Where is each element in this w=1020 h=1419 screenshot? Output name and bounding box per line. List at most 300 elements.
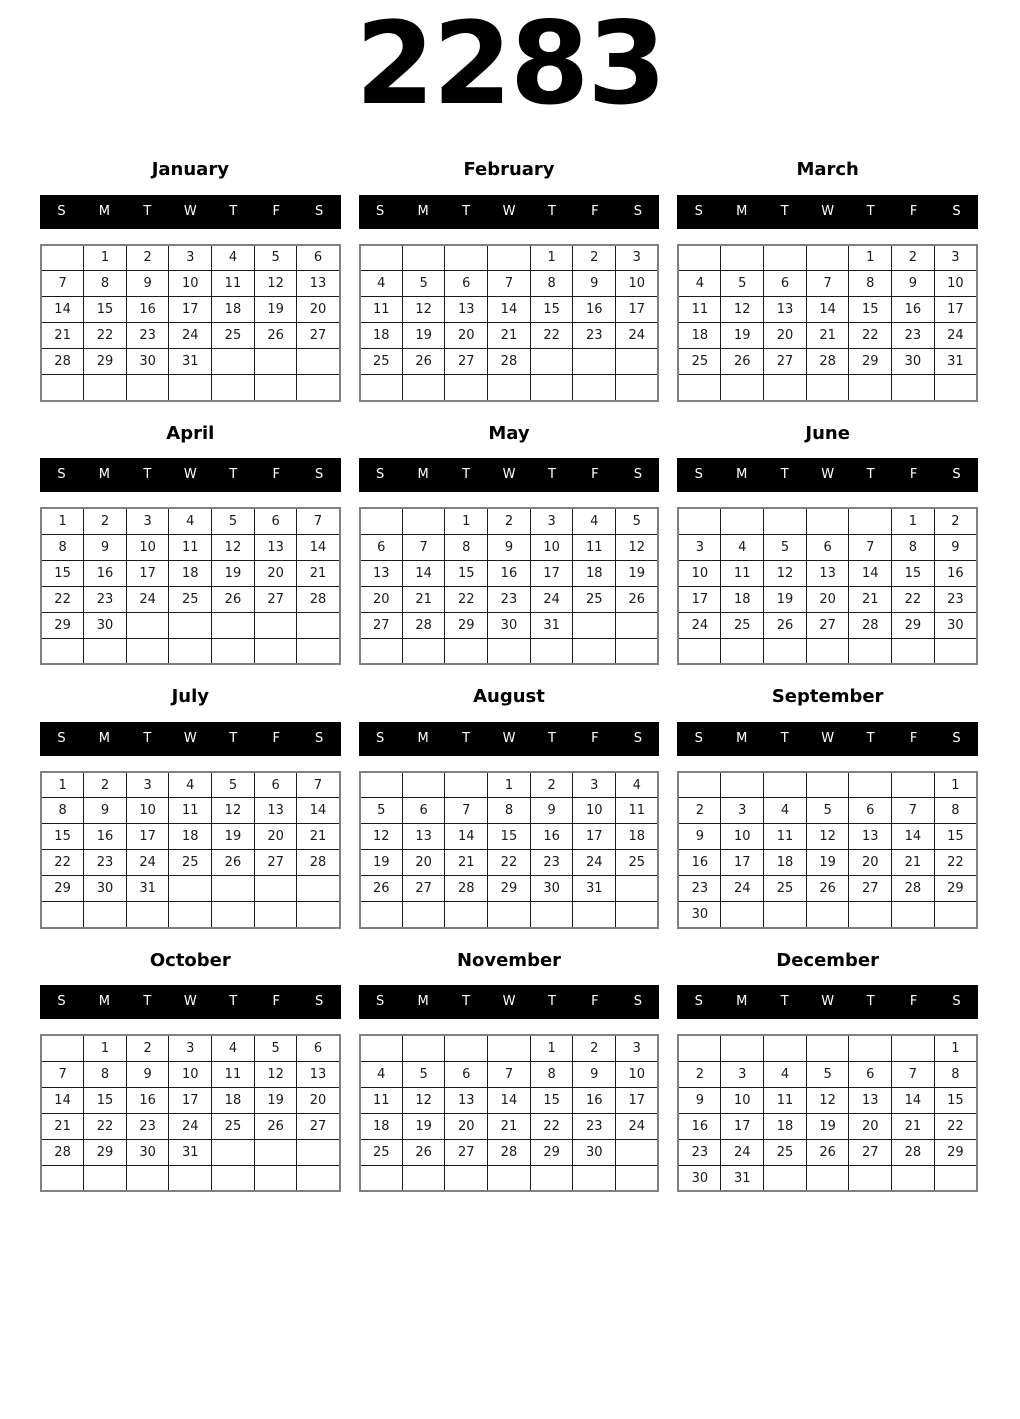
weekday-label: T <box>780 203 789 219</box>
weekday-label: T <box>780 994 789 1010</box>
month-section <box>677 950 978 1193</box>
day-cell: 22 <box>849 323 892 349</box>
day-cell: 7 <box>892 1061 935 1087</box>
day-cell: 21 <box>892 1113 935 1139</box>
day-cell: 15 <box>934 824 977 850</box>
day-cell: 25 <box>212 1113 255 1139</box>
day-cell: 9 <box>678 1087 721 1113</box>
empty-day-cell <box>297 612 340 638</box>
weekday-label: T <box>143 203 152 219</box>
day-cell: 18 <box>678 323 721 349</box>
empty-day-cell <box>212 902 255 928</box>
day-cell: 7 <box>445 798 488 824</box>
day-cell: 6 <box>445 1061 488 1087</box>
day-cell: 21 <box>402 586 445 612</box>
empty-day-cell <box>678 772 721 798</box>
day-cell: 23 <box>678 876 721 902</box>
day-cell: 10 <box>721 824 764 850</box>
empty-day-cell <box>806 902 849 928</box>
day-cell: 30 <box>84 876 127 902</box>
day-cell: 8 <box>84 1061 127 1087</box>
week-row <box>360 902 659 928</box>
day-cell: 24 <box>616 323 659 349</box>
calendar-body <box>41 508 340 664</box>
day-cell: 2 <box>573 245 616 271</box>
day-cell: 22 <box>41 586 84 612</box>
week-row <box>41 375 340 401</box>
day-cell: 23 <box>573 1113 616 1139</box>
month-title: August <box>473 686 545 708</box>
empty-day-cell <box>892 1035 935 1061</box>
day-cell: 13 <box>806 560 849 586</box>
empty-day-cell <box>445 638 488 664</box>
weekday-label: T <box>462 467 471 483</box>
empty-day-cell <box>212 876 255 902</box>
week-row <box>360 297 659 323</box>
day-cell: 27 <box>297 1113 340 1139</box>
empty-day-cell <box>806 508 849 534</box>
calendar-body <box>360 508 659 664</box>
day-cell: 30 <box>678 1165 721 1191</box>
week-row <box>360 534 659 560</box>
week-row <box>41 508 340 534</box>
weekday-label: F <box>272 203 280 219</box>
day-cell: 27 <box>402 876 445 902</box>
day-cell: 21 <box>892 850 935 876</box>
empty-day-cell <box>212 375 255 401</box>
empty-day-cell <box>169 612 212 638</box>
day-cell: 31 <box>934 349 977 375</box>
week-row <box>41 349 340 375</box>
week-row <box>41 1061 340 1087</box>
day-cell: 29 <box>934 1139 977 1165</box>
empty-day-cell <box>488 1165 531 1191</box>
day-cell: 28 <box>488 1139 531 1165</box>
empty-day-cell <box>849 1035 892 1061</box>
weekday-label: M <box>98 467 111 483</box>
day-cell: 13 <box>849 1087 892 1113</box>
weekday-label: M <box>98 994 111 1010</box>
day-cell: 8 <box>934 1061 977 1087</box>
day-cell: 20 <box>445 1113 488 1139</box>
empty-day-cell <box>849 375 892 401</box>
day-cell: 21 <box>488 1113 531 1139</box>
empty-day-cell <box>254 1165 297 1191</box>
day-cell: 19 <box>402 323 445 349</box>
empty-day-cell <box>849 1165 892 1191</box>
day-cell: 14 <box>41 1087 84 1113</box>
day-cell: 9 <box>84 534 127 560</box>
weekday-label: W <box>502 994 516 1010</box>
day-cell: 24 <box>169 323 212 349</box>
day-cell: 5 <box>254 1035 297 1061</box>
day-cell: 9 <box>934 534 977 560</box>
day-cell: 25 <box>721 612 764 638</box>
weekday-label: S <box>315 203 324 219</box>
weekday-label: T <box>143 730 152 746</box>
day-cell: 24 <box>169 1113 212 1139</box>
day-cell: 2 <box>530 772 573 798</box>
day-cell: 3 <box>126 508 169 534</box>
day-cell: 4 <box>678 271 721 297</box>
day-cell: 12 <box>806 1087 849 1113</box>
empty-day-cell <box>212 638 255 664</box>
day-cell: 19 <box>721 323 764 349</box>
day-cell: 21 <box>445 850 488 876</box>
weekday-label: S <box>633 994 642 1010</box>
week-row <box>41 824 340 850</box>
day-cell: 23 <box>126 323 169 349</box>
day-cell: 20 <box>806 586 849 612</box>
day-cell: 19 <box>616 560 659 586</box>
empty-day-cell <box>254 876 297 902</box>
day-cell: 29 <box>84 349 127 375</box>
empty-day-cell <box>721 638 764 664</box>
empty-day-cell <box>41 1165 84 1191</box>
empty-day-cell <box>764 1165 807 1191</box>
weekday-label: M <box>417 203 429 219</box>
day-cell: 25 <box>573 586 616 612</box>
weekday-label: T <box>229 994 238 1010</box>
day-cell: 4 <box>360 1061 403 1087</box>
week-row <box>360 375 659 401</box>
day-cell: 16 <box>126 1087 169 1113</box>
day-cell: 3 <box>573 772 616 798</box>
month-section <box>40 686 341 929</box>
day-cell: 8 <box>849 271 892 297</box>
day-cell: 26 <box>616 586 659 612</box>
day-cell: 28 <box>806 349 849 375</box>
weekday-header-bar <box>677 458 978 492</box>
day-cell: 1 <box>892 508 935 534</box>
day-cell: 17 <box>721 1113 764 1139</box>
day-cell: 11 <box>764 824 807 850</box>
calendar-body <box>678 772 977 928</box>
day-cell: 20 <box>445 323 488 349</box>
week-row <box>360 1139 659 1165</box>
week-row <box>41 1113 340 1139</box>
day-cell: 23 <box>84 586 127 612</box>
empty-day-cell <box>297 349 340 375</box>
empty-day-cell <box>445 1165 488 1191</box>
calendar-body <box>360 245 659 401</box>
day-cell: 20 <box>764 323 807 349</box>
day-cell: 28 <box>849 612 892 638</box>
day-cell: 2 <box>126 245 169 271</box>
weekday-label: W <box>183 203 197 219</box>
day-cell: 27 <box>360 612 403 638</box>
weekday-label: S <box>952 994 961 1010</box>
weekday-label: F <box>909 994 918 1010</box>
day-cell: 26 <box>212 850 255 876</box>
day-cell: 8 <box>530 271 573 297</box>
week-row <box>360 271 659 297</box>
day-cell: 21 <box>41 323 84 349</box>
empty-day-cell <box>126 902 169 928</box>
day-cell: 15 <box>849 297 892 323</box>
week-row <box>41 586 340 612</box>
empty-day-cell <box>360 902 403 928</box>
day-cell: 12 <box>764 560 807 586</box>
day-cell: 29 <box>892 612 935 638</box>
day-cell: 17 <box>934 297 977 323</box>
empty-day-cell <box>488 1035 531 1061</box>
week-row <box>678 560 977 586</box>
day-cell: 7 <box>488 1061 531 1087</box>
month-title: December <box>776 949 880 971</box>
day-cell: 8 <box>892 534 935 560</box>
day-cell: 12 <box>402 297 445 323</box>
weekday-label: W <box>183 994 197 1010</box>
weekday-label: F <box>272 730 280 746</box>
week-row <box>41 876 340 902</box>
day-cell: 17 <box>530 560 573 586</box>
weekday-label: M <box>417 994 429 1010</box>
week-row <box>678 638 977 664</box>
day-cell: 9 <box>126 1061 169 1087</box>
week-row <box>41 612 340 638</box>
week-row <box>360 772 659 798</box>
day-cell: 20 <box>849 1113 892 1139</box>
day-cell: 23 <box>530 850 573 876</box>
week-row <box>678 1035 977 1061</box>
day-cell: 22 <box>84 1113 127 1139</box>
day-cell: 23 <box>84 850 127 876</box>
week-row <box>360 1087 659 1113</box>
calendar-table <box>40 771 341 929</box>
day-cell: 14 <box>445 824 488 850</box>
day-cell: 19 <box>806 850 849 876</box>
day-cell: 18 <box>360 323 403 349</box>
empty-day-cell <box>573 902 616 928</box>
day-cell: 28 <box>488 349 531 375</box>
day-cell: 29 <box>445 612 488 638</box>
day-cell: 19 <box>764 586 807 612</box>
weekday-label: T <box>547 730 556 746</box>
day-cell: 17 <box>573 824 616 850</box>
day-cell: 15 <box>530 297 573 323</box>
day-cell: 12 <box>616 534 659 560</box>
empty-day-cell <box>934 375 977 401</box>
weekday-label: T <box>866 203 875 219</box>
weekday-label: F <box>591 467 599 483</box>
day-cell: 8 <box>41 534 84 560</box>
week-row <box>678 850 977 876</box>
week-row <box>678 1087 977 1113</box>
day-cell: 11 <box>360 297 403 323</box>
month-section <box>677 423 978 666</box>
week-row <box>41 902 340 928</box>
day-cell: 18 <box>721 586 764 612</box>
month-title: April <box>166 422 215 444</box>
day-cell: 10 <box>616 1061 659 1087</box>
weekday-label: S <box>633 730 642 746</box>
weekday-label: W <box>821 994 835 1010</box>
weekday-label: T <box>547 994 556 1010</box>
week-row <box>678 1139 977 1165</box>
empty-day-cell <box>360 375 403 401</box>
day-cell: 30 <box>678 902 721 928</box>
empty-day-cell <box>402 638 445 664</box>
day-cell: 22 <box>445 586 488 612</box>
day-cell: 24 <box>530 586 573 612</box>
calendar-table <box>359 244 660 402</box>
weekday-label: T <box>547 467 556 483</box>
empty-day-cell <box>530 349 573 375</box>
day-cell: 3 <box>678 534 721 560</box>
month-title: June <box>805 422 850 444</box>
day-cell: 27 <box>254 850 297 876</box>
day-cell: 26 <box>402 349 445 375</box>
empty-day-cell <box>721 375 764 401</box>
day-cell: 5 <box>402 271 445 297</box>
empty-day-cell <box>445 245 488 271</box>
week-row <box>360 798 659 824</box>
weekday-header-bar <box>359 722 660 756</box>
week-row <box>41 1165 340 1191</box>
weekday-label: M <box>736 203 748 219</box>
empty-day-cell <box>488 902 531 928</box>
day-cell: 8 <box>934 798 977 824</box>
day-cell: 15 <box>41 824 84 850</box>
weekday-label: M <box>417 730 429 746</box>
empty-day-cell <box>402 245 445 271</box>
day-cell: 27 <box>445 1139 488 1165</box>
day-cell: 4 <box>169 772 212 798</box>
day-cell: 8 <box>530 1061 573 1087</box>
weekday-label: S <box>952 203 961 219</box>
week-row <box>360 1113 659 1139</box>
day-cell: 29 <box>488 876 531 902</box>
day-cell: 13 <box>402 824 445 850</box>
empty-day-cell <box>934 902 977 928</box>
empty-day-cell <box>892 1165 935 1191</box>
weekday-label: T <box>229 730 238 746</box>
empty-day-cell <box>721 245 764 271</box>
day-cell: 20 <box>849 850 892 876</box>
week-row <box>41 798 340 824</box>
day-cell: 20 <box>254 824 297 850</box>
day-cell: 24 <box>573 850 616 876</box>
day-cell: 7 <box>806 271 849 297</box>
day-cell: 7 <box>402 534 445 560</box>
week-row <box>360 876 659 902</box>
empty-day-cell <box>721 902 764 928</box>
day-cell: 11 <box>169 798 212 824</box>
empty-day-cell <box>360 508 403 534</box>
empty-day-cell <box>616 902 659 928</box>
empty-day-cell <box>573 1165 616 1191</box>
calendar-table <box>359 771 660 929</box>
calendar-body <box>41 245 340 401</box>
calendar-table <box>677 1034 978 1192</box>
day-cell: 18 <box>764 850 807 876</box>
day-cell: 30 <box>573 1139 616 1165</box>
empty-day-cell <box>254 902 297 928</box>
month-section <box>359 423 660 666</box>
empty-day-cell <box>84 638 127 664</box>
empty-day-cell <box>573 349 616 375</box>
day-cell: 13 <box>360 560 403 586</box>
weekday-header-bar <box>359 195 660 229</box>
month-section <box>359 686 660 929</box>
empty-day-cell <box>297 638 340 664</box>
month-title: March <box>796 159 859 180</box>
weekday-label: S <box>376 203 385 219</box>
week-row <box>678 508 977 534</box>
empty-day-cell <box>721 1035 764 1061</box>
day-cell: 4 <box>169 508 212 534</box>
day-cell: 3 <box>169 245 212 271</box>
day-cell: 27 <box>297 323 340 349</box>
day-cell: 11 <box>212 271 255 297</box>
empty-day-cell <box>41 245 84 271</box>
week-row <box>678 323 977 349</box>
day-cell: 15 <box>84 1087 127 1113</box>
week-row <box>41 1087 340 1113</box>
empty-day-cell <box>616 638 659 664</box>
empty-day-cell <box>806 638 849 664</box>
week-row <box>678 824 977 850</box>
day-cell: 29 <box>41 876 84 902</box>
weekday-label: M <box>736 730 748 746</box>
empty-day-cell <box>41 638 84 664</box>
empty-day-cell <box>212 349 255 375</box>
day-cell: 31 <box>530 612 573 638</box>
day-cell: 4 <box>764 798 807 824</box>
day-cell: 13 <box>849 824 892 850</box>
months-grid <box>0 159 1020 1192</box>
empty-day-cell <box>721 772 764 798</box>
empty-day-cell <box>616 375 659 401</box>
day-cell: 22 <box>934 850 977 876</box>
week-row <box>360 245 659 271</box>
empty-day-cell <box>360 245 403 271</box>
day-cell: 26 <box>254 1113 297 1139</box>
week-row <box>360 850 659 876</box>
empty-day-cell <box>678 245 721 271</box>
day-cell: 15 <box>41 560 84 586</box>
weekday-label: T <box>462 994 471 1010</box>
weekday-label: F <box>909 203 918 219</box>
day-cell: 1 <box>41 508 84 534</box>
day-cell: 31 <box>721 1165 764 1191</box>
day-cell: 12 <box>360 824 403 850</box>
empty-day-cell <box>212 612 255 638</box>
empty-day-cell <box>849 638 892 664</box>
week-row <box>678 586 977 612</box>
week-row <box>678 349 977 375</box>
empty-day-cell <box>530 375 573 401</box>
day-cell: 23 <box>488 586 531 612</box>
day-cell: 31 <box>169 1139 212 1165</box>
weekday-label: W <box>183 730 197 746</box>
day-cell: 2 <box>573 1035 616 1061</box>
day-cell: 24 <box>616 1113 659 1139</box>
empty-day-cell <box>41 375 84 401</box>
empty-day-cell <box>360 1165 403 1191</box>
day-cell: 26 <box>212 586 255 612</box>
month-title: July <box>171 686 210 708</box>
week-row <box>360 508 659 534</box>
day-cell: 13 <box>254 534 297 560</box>
weekday-label: M <box>736 994 748 1010</box>
week-row <box>678 772 977 798</box>
empty-day-cell <box>212 1139 255 1165</box>
day-cell: 12 <box>212 798 255 824</box>
empty-day-cell <box>530 1165 573 1191</box>
empty-day-cell <box>530 902 573 928</box>
